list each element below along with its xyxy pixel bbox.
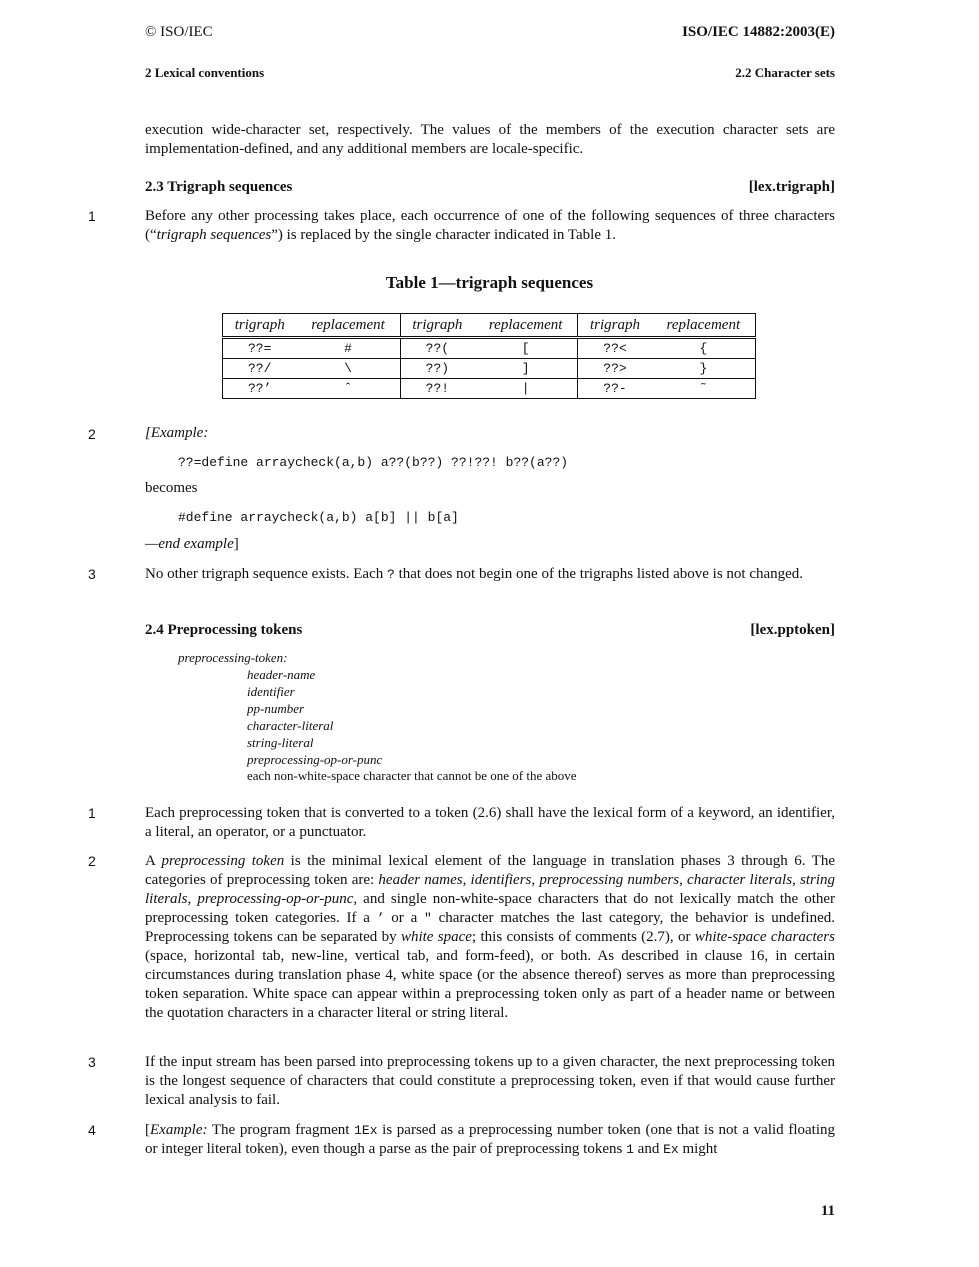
text-span: is parsed as a preprocessing number token (one that is not a valid floating or integer literal token), even though a parse as the pair of preprocessing tokens xyxy=(145,1122,835,1157)
code-span: ? xyxy=(387,567,395,582)
text-span: or a xyxy=(384,910,425,926)
table-row xyxy=(223,379,756,399)
grammar-item-fallback: each non-white-space character that cannot be one of the above xyxy=(247,768,577,783)
intro-paragraph: execution wide-character set, respectively. The values of the members of the execution character sets are implementation-defined, and any additional members are locale-specific. xyxy=(145,122,835,157)
paragraph-number: 3 xyxy=(88,1054,96,1070)
text-span: , xyxy=(679,872,688,888)
table-cell: | xyxy=(474,379,578,399)
term-span: white-space characters xyxy=(694,929,835,945)
column-header: trigraph xyxy=(578,314,652,338)
table-cell: ˜ xyxy=(652,379,756,399)
example-open: [Example: xyxy=(145,425,209,441)
code-span: 1 xyxy=(626,1142,634,1157)
text-span: , xyxy=(531,872,540,888)
text-span: , xyxy=(462,872,471,888)
term-span: character literals xyxy=(687,872,793,888)
code-span: " xyxy=(424,911,432,926)
table-cell: { xyxy=(652,338,756,359)
column-header: trigraph xyxy=(400,314,474,338)
text-span: is the minimal lexical element of the language in translation phases 3 through 6. The categories of preprocessing token are: xyxy=(145,853,835,888)
paragraph-number: 1 xyxy=(88,805,96,821)
grammar-item: string-literal xyxy=(247,735,314,750)
text-span: and xyxy=(633,1141,664,1157)
table-cell: ??< xyxy=(578,338,652,359)
paragraph-number: 2 xyxy=(88,853,96,869)
grammar-item: preprocessing-op-or-punc xyxy=(247,752,383,767)
paragraph-number: 3 xyxy=(88,566,96,582)
term-span: Example: xyxy=(150,1122,208,1138)
table-cell: ??) xyxy=(400,359,474,379)
text-span: ”) is replaced by the single character indicated in Table 1. xyxy=(271,227,617,243)
table-cell: ??= xyxy=(223,338,297,359)
text-span: , and single non-white-space characters that do not lexically match the other preprocessing token categories. If a xyxy=(145,891,836,926)
column-header: replacement xyxy=(296,314,400,338)
term-span: preprocessing numbers xyxy=(539,872,680,888)
code-trigraph-example: ??=define arraycheck(a,b) a??(b??) ??!??! b??(a??) xyxy=(178,455,569,470)
term-span: identifiers xyxy=(470,872,532,888)
code-replaced-example: #define arraycheck(a,b) a[b] || b[a] xyxy=(178,510,459,525)
table-cell: } xyxy=(652,359,756,379)
becomes-label: becomes xyxy=(145,480,198,496)
page-number: 11 xyxy=(820,1203,835,1219)
text-span: that does not begin one of the trigraphs listed above is not changed. xyxy=(394,566,804,582)
code-span: Ex xyxy=(663,1142,679,1157)
text-span: ; this consists of comments (2.7), or xyxy=(471,929,695,945)
text-span: character matches the last category, the behavior is undefined. Preprocessing tokens can be separated by xyxy=(145,910,836,945)
table-cell: ??- xyxy=(578,379,652,399)
header-chapter: 2 Lexical conventions xyxy=(145,65,265,80)
text-span: might xyxy=(678,1141,718,1157)
code-span: 1Ex xyxy=(354,1123,378,1138)
trigraph-paragraph xyxy=(145,207,835,245)
grammar-item: pp-number xyxy=(247,701,305,716)
column-header: replacement xyxy=(652,314,756,338)
paragraph-number: 4 xyxy=(88,1122,96,1138)
example-end xyxy=(145,536,239,553)
pptoken-paragraph-4 xyxy=(145,1121,835,1159)
term-span: preprocessing-op-or-punc xyxy=(197,891,354,907)
text-span: , xyxy=(187,891,198,907)
section-title-trigraph: 2.3 Trigraph sequences xyxy=(145,179,293,195)
pptoken-paragraph-2 xyxy=(145,852,835,1023)
grammar-item: character-literal xyxy=(247,718,334,733)
text-span: [ xyxy=(145,1122,150,1138)
term-span: preprocessing token xyxy=(161,853,285,869)
table-cell: \ xyxy=(296,359,400,379)
header-standard-id: ISO/IEC 14882:2003(E) xyxy=(682,24,835,40)
table-cell: ??/ xyxy=(223,359,297,379)
text-span: (space, horizontal tab, new-line, vertical tab, and form-feed), or both. As described in clause 16, in certain circumstances during translation phase 4, white space (or the absence thereof) serves as more than preprocessing token separation. White space can appear within a preprocessing token only as part of a header name or between the quotation characters in a character literal or string literal. xyxy=(145,948,835,1021)
table-row xyxy=(223,359,756,379)
header-copyright: © ISO/IEC xyxy=(145,24,213,40)
term-span: white space xyxy=(400,929,472,945)
section-tag-pptoken: [lex.pptoken] xyxy=(750,622,835,638)
term-span: string literals xyxy=(145,872,836,907)
pptoken-paragraph-1: Each preprocessing token that is converted to a token (2.6) shall have the lexical form of a keyword, an identifier, a literal, an operator, or a punctuator. xyxy=(145,805,835,840)
text-span: The program fragment xyxy=(207,1122,355,1138)
paragraph-number: 1 xyxy=(88,208,96,224)
column-header: trigraph xyxy=(223,314,297,338)
text-span: , xyxy=(792,872,801,888)
table-row xyxy=(223,338,756,359)
text-span: No other trigraph sequence exists. Each xyxy=(145,566,387,582)
table-cell: ??> xyxy=(578,359,652,379)
grammar-head: preprocessing-token: xyxy=(178,650,288,665)
grammar-item: identifier xyxy=(247,684,295,699)
paragraph-number: 2 xyxy=(88,426,96,442)
column-header: replacement xyxy=(474,314,578,338)
text-span: end example xyxy=(158,536,234,552)
term-trigraph-sequences: trigraph sequences xyxy=(156,227,272,243)
code-span: ’ xyxy=(376,911,385,926)
section-title-pptoken: 2.4 Preprocessing tokens xyxy=(145,622,303,638)
text-span: — xyxy=(145,536,159,552)
term-span: header names xyxy=(378,872,463,888)
table-cell: ˆ xyxy=(296,379,400,399)
pptoken-paragraph-3: If the input stream has been parsed into preprocessing tokens up to a given character, the next preprocessing token is the longest sequence of characters that could constitute a preprocessing token, even if that would cause further lexical analysis to fail. xyxy=(145,1054,835,1108)
text-span: ] xyxy=(233,536,239,552)
text-span: Before any other processing takes place, each occurrence of one of the following sequences of three characters (“ xyxy=(145,208,835,243)
section-tag-trigraph: [lex.trigraph] xyxy=(748,179,835,195)
header-section: 2.2 Character sets xyxy=(735,65,835,80)
table-cell: # xyxy=(296,338,400,359)
table-cell: ??’ xyxy=(223,379,297,399)
table-cell: ] xyxy=(474,359,578,379)
text-span: A xyxy=(145,853,162,869)
trigraph-table xyxy=(222,313,756,399)
trigraph-note-paragraph xyxy=(145,565,835,584)
table-cell: ??! xyxy=(400,379,474,399)
table-header-row xyxy=(223,314,756,338)
table-title: Table 1—trigraph sequences xyxy=(385,273,594,292)
table-cell: ??( xyxy=(400,338,474,359)
table-cell: [ xyxy=(474,338,578,359)
grammar-item: header-name xyxy=(247,667,316,682)
